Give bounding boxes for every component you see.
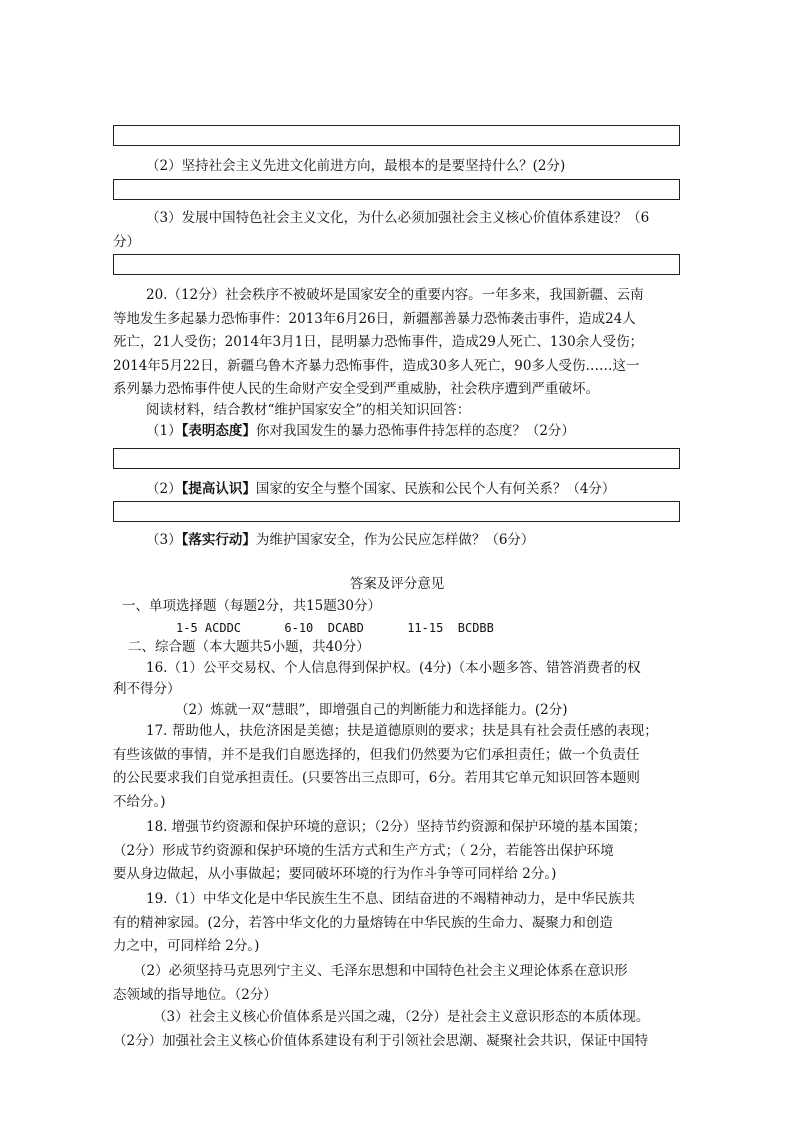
question-20-line: 2014年5月22日，新疆乌鲁木齐暴力恐怖事件，造成30多人死亡，90多人受伤……这一	[113, 357, 640, 374]
answer-line: 18. 增强节约资源和保护环境的意识；（2分）坚持节约资源和保护环境的基本国策；	[146, 819, 647, 835]
answer-box-19-3[interactable]	[113, 254, 680, 275]
question-19-3-line2: 分）	[113, 234, 140, 250]
tag-action: 【落实行动】	[181, 532, 256, 548]
answers-title: 答案及评分意见	[349, 576, 445, 592]
answer-line: （2）必须坚持马克思列宁主义、毛泽东思想和中国特色社会主义理论体系在意识形	[133, 963, 628, 979]
answer-box-20-1[interactable]	[113, 448, 680, 469]
answers-section-1: 一、单项选择题（每题2分，共15题30分）	[122, 598, 381, 614]
answer-19-3	[113, 1006, 683, 1053]
answer-line: 17. 帮助他人，扶危济困是美德；扶是道德原则的要求；扶是具有社会责任感的表现；	[146, 723, 658, 739]
answer-line: 19.（1）中华文化是中华民族生生不息、团结奋进的不竭精神动力，是中华民族共	[146, 891, 636, 907]
answer-line: （3）社会主义核心价值体系是兴国之魂，（2分）是社会主义意识形态的本质体现。	[153, 1009, 650, 1025]
answer-line: 态领域的指导地位。（2分）	[113, 986, 277, 1003]
tag-understanding: 【提高认识】	[181, 481, 256, 497]
tag-attitude: 【表明态度】	[181, 423, 256, 439]
question-20-2	[146, 479, 615, 499]
question-19-3-line1: （3）发展中国特色社会主义文化，为什么必须加强社会主义核心价值体系建设？（6	[146, 210, 650, 226]
answer-box-19-2[interactable]	[113, 179, 680, 200]
question-20-line: 等地发生多起暴力恐怖事件：2013年6月26日，新疆鄯善暴力恐怖袭击事件，造成24人	[113, 310, 636, 327]
answer-19-1	[113, 888, 683, 959]
answer-19-2	[113, 960, 683, 1007]
question-20-line: 死亡，21人受伤；2014年3月1日，昆明暴力恐怖事件，造成29人死亡、130余人受伤；	[113, 334, 644, 350]
question-19-2: （2）坚持社会主义先进文化前进方向，最根本的是要坚持什么？(2分)	[146, 158, 566, 174]
question-20-line: 20.（12分）社会秩序不被破坏是国家安全的重要内容。一年多来，我国新疆、云南	[146, 287, 644, 303]
question-text: 你对我国发生的暴力恐怖事件持怎样的态度？（2分）	[255, 423, 575, 439]
answer-16-2: （2）炼就一双“慧眼”，即增强自己的判断能力和选择能力。(2分)	[175, 702, 568, 718]
question-text: 国家的安全与整个国家、民族和公民个人有何关系？（4分）	[255, 481, 616, 497]
answer-18	[113, 816, 683, 887]
answer-line: （2分）形成节约资源和保护环境的生活方式和生产方式；（ 2分，若能答出保护环境	[113, 842, 614, 859]
question-20-3	[146, 530, 534, 550]
answer-line: 的公民要求我们自觉承担责任。(只要答出三点即可，6分。若用其它单元知识回答本题则	[113, 770, 640, 786]
answer-line: 要从身边做起，从小事做起；要同破坏环境的行为作斗争等可同样给 2分。)	[113, 866, 557, 882]
answer-line: 不给分。)	[113, 793, 166, 810]
question-20-instruction: 阅读材料，结合教材“维护国家安全”的相关知识回答：	[146, 402, 471, 418]
question-20-line: 系列暴力恐怖事件使人民的生命财产安全受到严重威胁，社会秩序遭到严重破坏。	[113, 381, 599, 397]
answers-section-2: 二、综合题（本大题共5小题，共40分）	[128, 639, 370, 655]
answer-16-1-line2: 利不得分）	[113, 681, 181, 697]
answer-line: （2分）加强社会主义核心价值体系建设有利于引领社会思潮、凝聚社会共识，保证中国特	[113, 1032, 649, 1049]
question-number: （3）	[146, 532, 182, 548]
answer-line: 力之中，可同样给 2分。)	[113, 938, 260, 954]
answer-17	[113, 720, 683, 814]
question-number: （1）	[146, 423, 182, 439]
answer-line: 有的精神家园。(2分，若答中华文化的力量熔铸在中华民族的生命力、凝聚力和创造	[113, 914, 613, 931]
question-20-1	[146, 421, 575, 441]
answer-box-20-2[interactable]	[113, 501, 680, 522]
question-20-material	[113, 284, 683, 402]
question-text: 为维护国家安全，作为公民应怎样做？（6分）	[255, 532, 535, 548]
answer-16-1-line1: 16.（1）公平交易权、个人信息得到保护权。(4分)（本小题多答、错答消费者的权	[146, 660, 641, 676]
answers-choices: 1-5 ACDDC 6-10 DCABD 11-15 BCDBB	[176, 621, 494, 635]
answer-box-19-1[interactable]	[113, 125, 680, 146]
answer-line: 有些该做的事情，并不是我们自愿选择的，但我们仍然要为它们承担责任；做一个负责任	[113, 746, 640, 763]
question-number: （2）	[146, 481, 182, 497]
